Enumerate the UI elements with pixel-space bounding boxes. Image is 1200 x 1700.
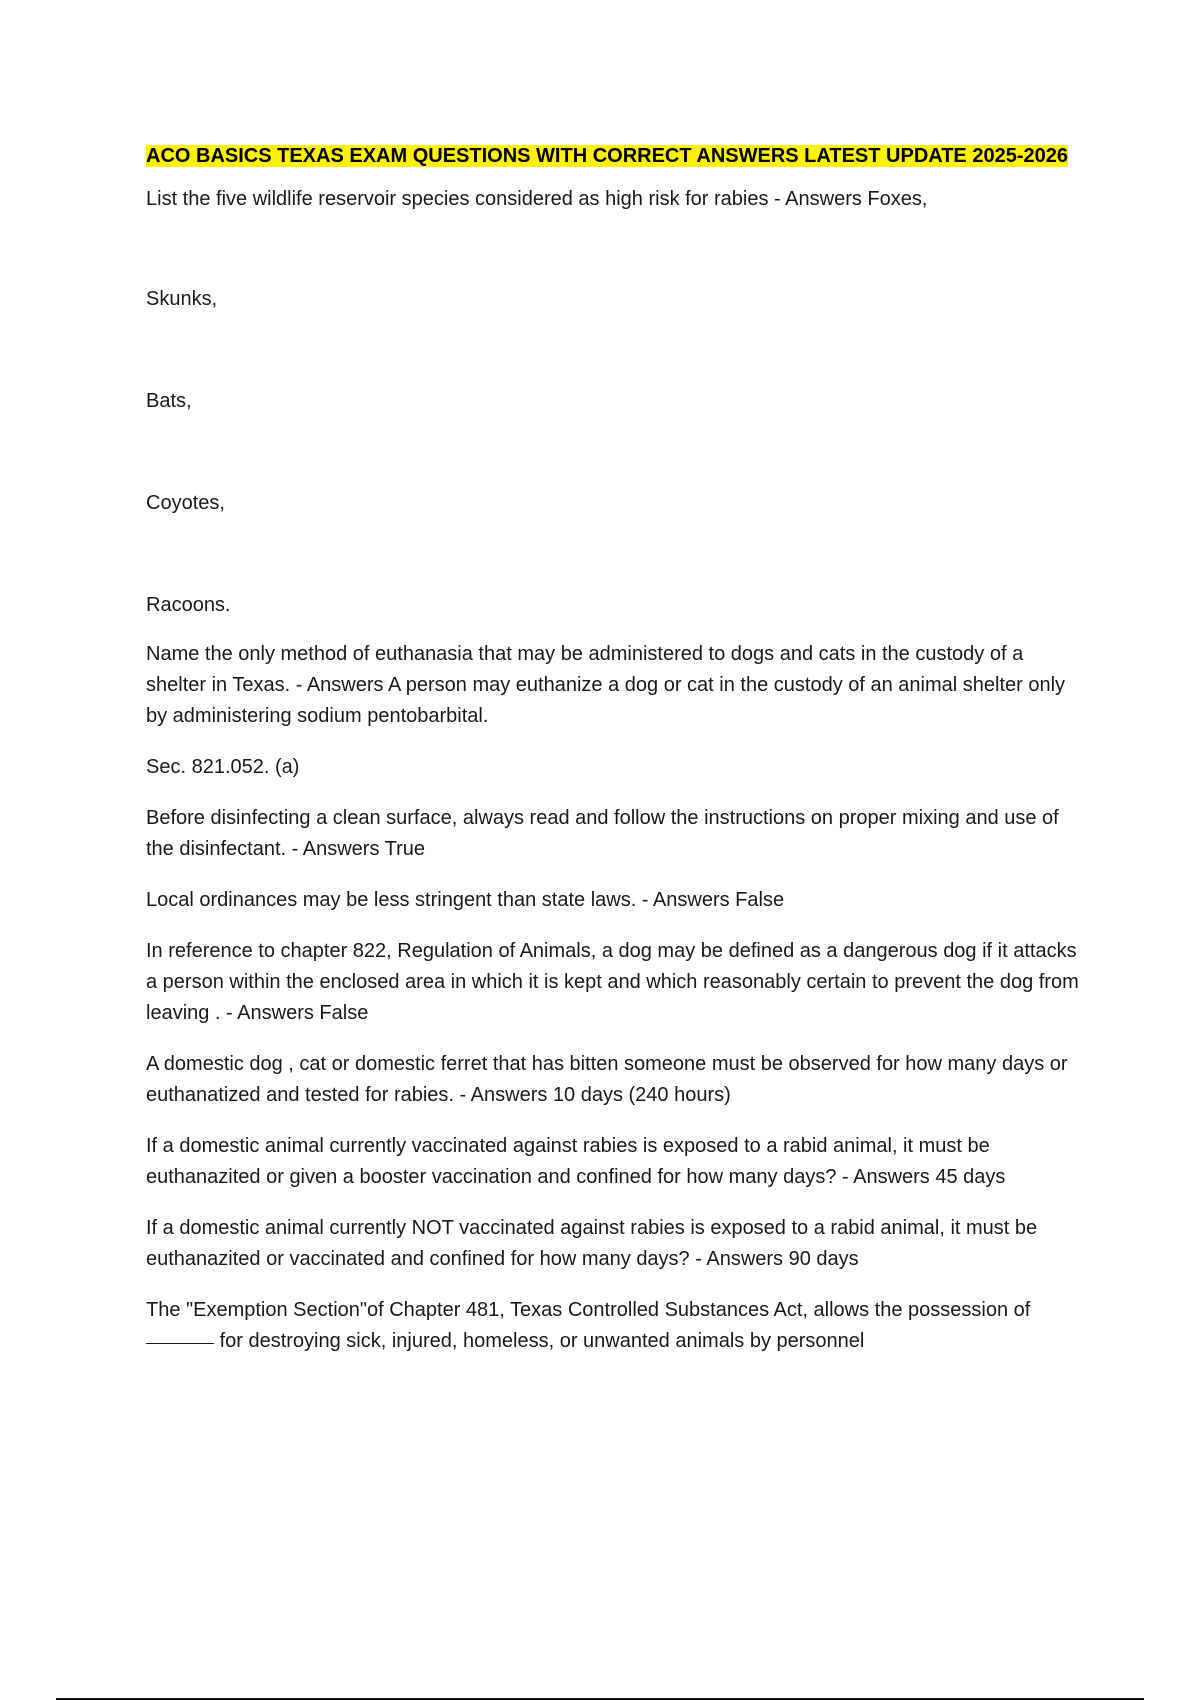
- question-bite-observation: A domestic dog , cat or domestic ferret that has bitten someone must be observed for how many days or euthanatized and tested for rabies. - Answers 10 days (240 hours): [146, 1053, 1068, 1106]
- answer-list-item: Coyotes,: [146, 492, 225, 514]
- question-local-ordinances: Local ordinances may be less stringent than state laws. - Answers False: [146, 889, 785, 911]
- question-exemption-text-end: for destroying sick, injured, homeless, or unwanted animals by personnel: [219, 1330, 865, 1352]
- answer-list-item: Skunks,: [146, 288, 218, 310]
- document-page: [146, 141, 1086, 1377]
- document-title-text: ACO BASICS TEXAS EXAM QUESTIONS WITH CORRECT ANSWERS LATEST UPDATE 2025-2026: [146, 145, 1068, 167]
- answer-list-item: Racoons.: [146, 594, 231, 616]
- question-unvaccinated-exposure: If a domestic animal currently NOT vaccinated against rabies is exposed to a rabid animal, it must be euthanazited or vaccinated and confined for how many days? - Answers 90 days: [146, 1217, 1038, 1270]
- question-euthanasia-method: Name the only method of euthanasia that may be administered to dogs and cats in the custody of a shelter in Texas. - Answers A person may euthanize a dog or cat in the custody of an animal shelter only by administering sodium pentobarbital.: [146, 643, 1066, 727]
- question-vaccinated-exposure: If a domestic animal currently vaccinated against rabies is exposed to a rabid animal, it must be euthanazited or given a booster vaccination and confined for how many days? - Answers 45 days: [146, 1135, 1006, 1188]
- question-exemption-text-start: The "Exemption Section"of Chapter 481, Texas Controlled Substances Act, allows the possession of: [146, 1299, 1031, 1321]
- statute-reference: Sec. 821.052. (a): [146, 756, 300, 778]
- question-wildlife-reservoirs: List the five wildlife reservoir species considered as high risk for rabies - Answers Foxes,: [146, 188, 928, 210]
- question-disinfectant: Before disinfecting a clean surface, always read and follow the instructions on proper mixing and use of the disinfectant. - Answers True: [146, 807, 1059, 860]
- fill-in-blank: [146, 1343, 214, 1344]
- document-title: [146, 141, 1086, 172]
- question-dangerous-dog: In reference to chapter 822, Regulation of Animals, a dog may be defined as a dangerous dog if it attacks a person within the enclosed area in which it is kept and which reasonably certain to prevent the dog from leaving . - Answers False: [146, 940, 1079, 1024]
- answer-list-item: Bats,: [146, 390, 192, 412]
- question-exemption-section: [146, 1295, 1086, 1357]
